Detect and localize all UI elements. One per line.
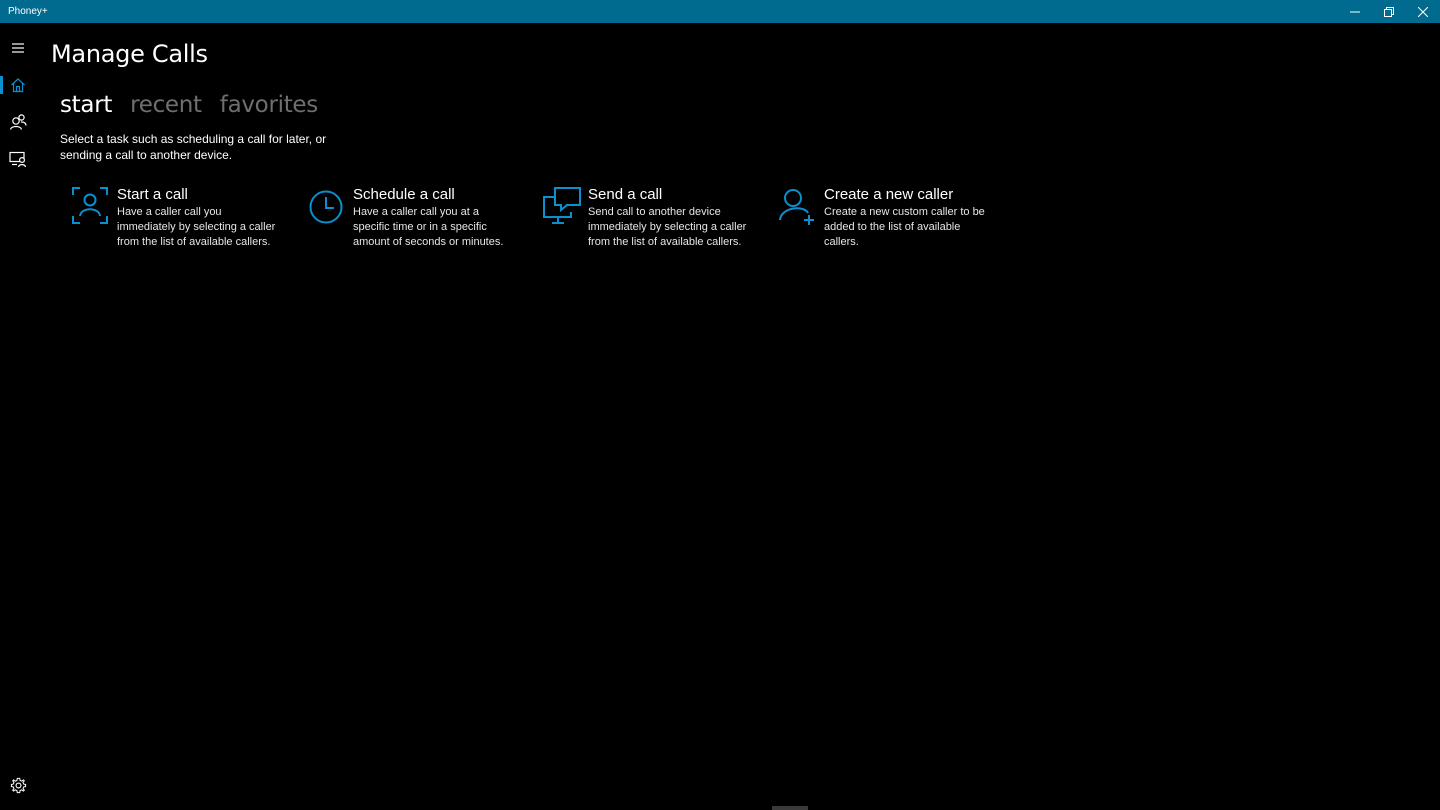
minimize-button[interactable] [1338, 0, 1372, 23]
restore-icon [1384, 7, 1394, 17]
task-title: Create a new caller [824, 186, 954, 203]
gear-icon [10, 777, 27, 794]
title-bar [0, 0, 1440, 23]
create-caller-task[interactable] [777, 185, 997, 250]
scroll-indicator [772, 806, 808, 810]
add-person-icon [777, 185, 821, 229]
task-description: Send call to another device immediately by selecting a caller from the list of available callers. [588, 206, 747, 248]
home-icon [10, 77, 26, 93]
task-description: Create a new custom caller to be added to the list of available callers. [824, 206, 985, 248]
hamburger-icon [11, 42, 25, 54]
nav-item-home[interactable] [0, 67, 36, 103]
window-title: Phoney+ [8, 6, 48, 17]
restore-button[interactable] [1372, 0, 1406, 23]
task-title: Send a call [588, 186, 663, 203]
schedule-call-task[interactable] [306, 185, 526, 250]
nav-item-device-contact[interactable] [0, 141, 36, 177]
task-title: Schedule a call [353, 186, 455, 203]
nav-item-contacts[interactable] [0, 104, 36, 140]
start-call-task[interactable] [70, 185, 290, 250]
contacts-icon [9, 113, 27, 131]
settings-button[interactable] [0, 767, 36, 803]
pivot-tabs [60, 92, 318, 118]
intro-text: Select a task such as scheduling a call for later, or sending a call to another device. [60, 132, 327, 162]
send-call-icon [541, 185, 585, 229]
page-title: Manage Calls [51, 40, 208, 68]
device-contact-icon [9, 150, 27, 168]
close-button[interactable] [1406, 0, 1440, 23]
task-title: Start a call [117, 186, 188, 203]
task-description: Have a caller call you immediately by selecting a caller from the list of available callers. [117, 206, 276, 248]
send-call-task[interactable] [541, 185, 761, 250]
close-icon [1418, 7, 1428, 17]
hamburger-button[interactable] [0, 30, 36, 66]
minimize-icon [1350, 7, 1360, 17]
clock-icon [306, 185, 350, 229]
tab-favorites[interactable]: favorites [219, 92, 318, 118]
navigation-rail [0, 23, 36, 810]
start-call-icon [70, 185, 114, 229]
task-description: Have a caller call you at a specific time or in a specific amount of seconds or minutes. [353, 206, 504, 248]
selection-indicator [0, 76, 3, 94]
tab-recent[interactable]: recent [130, 92, 202, 118]
tab-start[interactable]: start [60, 92, 113, 118]
